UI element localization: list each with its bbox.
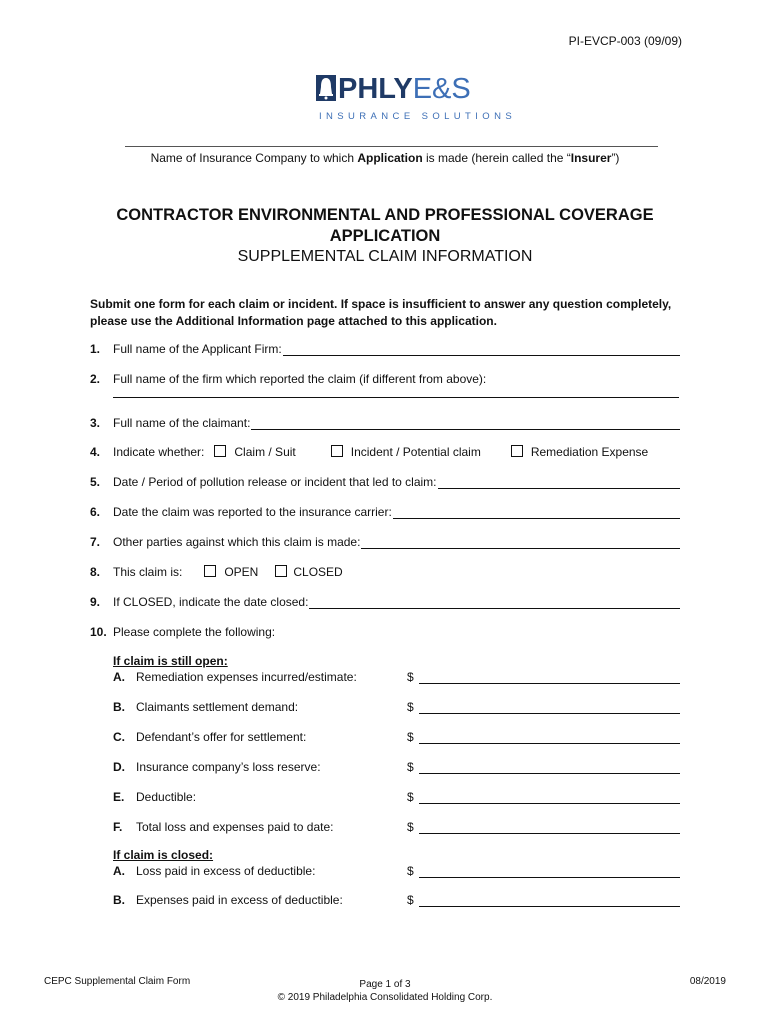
loss-excess-field[interactable]	[419, 865, 680, 878]
question-7: 7. Other parties against which this claim is made:	[90, 531, 680, 549]
logo-tagline: INSURANCE SOLUTIONS	[319, 111, 517, 122]
remediation-expense-checkbox[interactable]	[511, 445, 523, 457]
reporting-firm-field[interactable]	[113, 397, 679, 398]
deductible-field[interactable]	[419, 791, 680, 804]
question-2: 2. Full name of the firm which reported the claim (if different from above):	[90, 372, 487, 386]
other-parties-field[interactable]	[361, 536, 680, 549]
incident-checkbox[interactable]	[331, 445, 343, 457]
form-title: CONTRACTOR ENVIRONMENTAL AND PROFESSIONAL COVERAGE APPLICATION	[116, 206, 654, 245]
open-item-e: E. Deductible: $	[113, 786, 680, 804]
instructions: Submit one form for each claim or incident. If space is insufficient to answer any question completely, please use the Additional Information page attached to this application.	[90, 297, 672, 328]
open-item-f: F. Total loss and expenses paid to date: $	[113, 816, 680, 834]
footer-center	[0, 978, 770, 1004]
open-item-b: B. Claimants settlement demand: $	[113, 696, 680, 714]
phly-logo	[316, 73, 517, 124]
liberty-bell-icon	[316, 75, 336, 101]
settlement-demand-field[interactable]	[419, 701, 680, 714]
defendant-offer-field[interactable]	[419, 731, 680, 744]
claimant-name-field[interactable]	[251, 417, 680, 430]
expenses-excess-field[interactable]	[419, 894, 680, 907]
total-paid-field[interactable]	[419, 821, 680, 834]
applicant-firm-field[interactable]	[283, 343, 680, 356]
open-item-d: D. Insurance company’s loss reserve: $	[113, 756, 680, 774]
remediation-expenses-field[interactable]	[419, 671, 680, 684]
footer-date: 08/2019	[689, 976, 726, 987]
closed-item-b: B. Expenses paid in excess of deductible: $	[113, 889, 680, 907]
claim-suit-checkbox[interactable]	[214, 445, 226, 457]
open-item-c: C. Defendant’s offer for settlement: $	[113, 726, 680, 744]
logo-text-light: E&S	[412, 73, 471, 105]
open-item-a: A. Remediation expenses incurred/estimate: $	[113, 666, 680, 684]
loss-reserve-field[interactable]	[419, 761, 680, 774]
copyright: © 2019 Philadelphia Consolidated Holding Corp.	[277, 992, 493, 1003]
page-number: Page 1 of 3	[359, 979, 411, 990]
question-5: 5. Date / Period of pollution release or incident that led to claim:	[90, 471, 680, 489]
release-date-field[interactable]	[438, 476, 680, 489]
closed-section-heading: If claim is closed:	[113, 848, 214, 862]
closed-date-field[interactable]	[309, 596, 680, 609]
form-code: PI-EVCP-003 (09/09)	[568, 34, 682, 48]
question-6: 6. Date the claim was reported to the insurance carrier:	[90, 501, 680, 519]
open-checkbox[interactable]	[204, 565, 216, 577]
question-1: 1. Full name of the Applicant Firm:	[90, 338, 680, 356]
insurer-caption: Name of Insurance Company to which Application is made (herein called the “Insurer”)	[150, 151, 620, 165]
insurer-name-line[interactable]	[125, 146, 658, 147]
closed-item-a: A. Loss paid in excess of deductible: $	[113, 860, 680, 878]
question-9: 9. If CLOSED, indicate the date closed:	[90, 591, 680, 609]
question-8: 8. This claim is: OPEN CLOSED	[90, 565, 343, 579]
form-subtitle: SUPPLEMENTAL CLAIM INFORMATION	[237, 248, 533, 265]
question-10: 10. Please complete the following:	[90, 625, 276, 639]
question-4: 4. Indicate whether: Claim / Suit Incident / Potential claim Remediation Expense	[90, 445, 649, 459]
logo-text-bold: PHLY	[338, 73, 413, 105]
question-3: 3. Full name of the claimant:	[90, 412, 680, 430]
footer-form-name: CEPC Supplemental Claim Form	[44, 976, 191, 987]
reported-date-field[interactable]	[393, 506, 680, 519]
open-section-heading: If claim is still open:	[113, 654, 228, 668]
closed-checkbox[interactable]	[275, 565, 287, 577]
